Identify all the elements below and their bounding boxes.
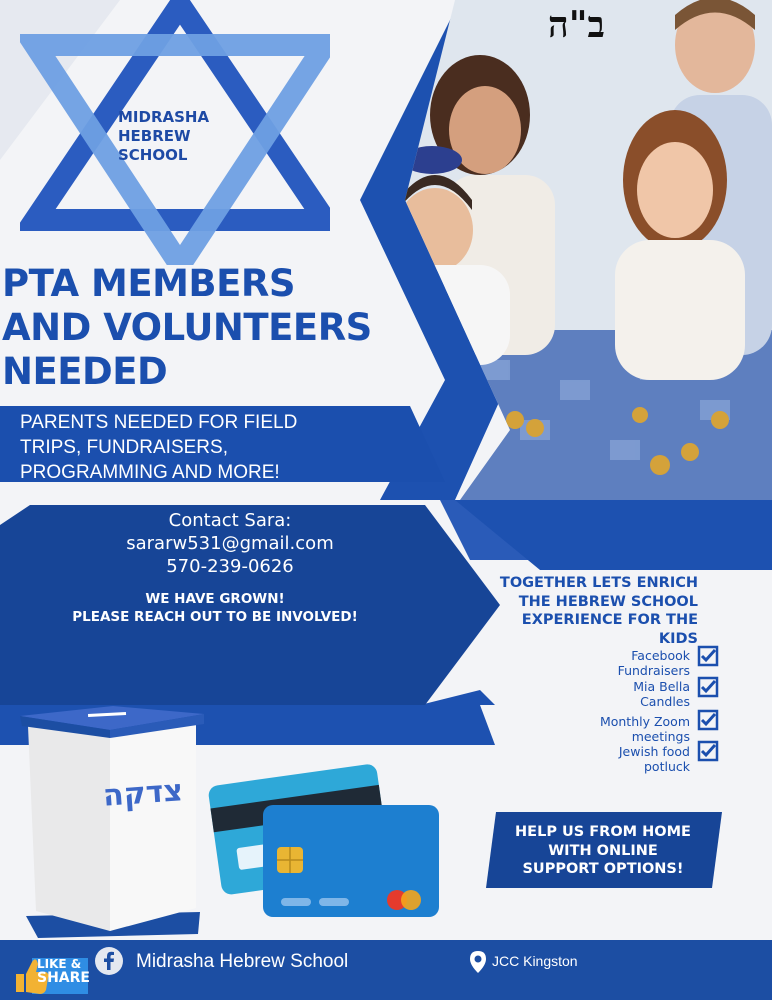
checkbox-icon bbox=[697, 645, 719, 667]
logo-line-2: HEBREW bbox=[118, 127, 191, 145]
parents-needed-text bbox=[20, 410, 410, 485]
checkbox-icon bbox=[697, 676, 719, 698]
location-text: JCC Kingston bbox=[492, 953, 578, 969]
checklist-item-line-1: Mia Bella bbox=[633, 679, 690, 694]
contact-phone[interactable]: 570-239-0626 bbox=[166, 556, 294, 577]
checkbox-icon bbox=[697, 709, 719, 731]
credit-cards-icon bbox=[205, 755, 445, 925]
checklist-item bbox=[560, 679, 690, 709]
grown-line-2: PLEASE REACH OUT TO BE INVOLVED! bbox=[72, 609, 358, 625]
checklist-item-line-2: potluck bbox=[644, 759, 690, 774]
facebook-icon[interactable] bbox=[94, 946, 124, 976]
tzedakah-box bbox=[18, 706, 208, 946]
headline-line-3: NEEDED bbox=[2, 350, 168, 393]
we-have-grown-text bbox=[40, 590, 390, 626]
parents-line-1: PARENTS NEEDED FOR FIELD bbox=[20, 412, 298, 433]
checklist-item-line-1: Monthly Zoom bbox=[599, 714, 690, 729]
together-line-1: TOGETHER LETS ENRICH bbox=[499, 575, 698, 591]
main-headline bbox=[2, 262, 412, 394]
checklist-item-line-1: Jewish food bbox=[618, 744, 690, 759]
together-line-4: KIDS bbox=[658, 630, 698, 647]
grown-line-1: WE HAVE GROWN! bbox=[145, 591, 285, 607]
logo-line-1: MIDRASHA bbox=[118, 108, 210, 126]
bh-hebrew-mark: ב"ה bbox=[548, 4, 605, 46]
parents-line-3: PROGRAMMING AND MORE! bbox=[20, 462, 280, 483]
help-line-1: HELP US FROM HOME bbox=[515, 824, 691, 840]
checklist-item-line-2: Fundraisers bbox=[617, 663, 690, 678]
logo-line-3: SCHOOL bbox=[118, 146, 188, 164]
headline-line-1: PTA MEMBERS bbox=[2, 262, 296, 305]
together-line-2: THE HEBREW SCHOOL bbox=[518, 593, 698, 610]
location-pin-icon bbox=[468, 950, 488, 974]
together-heading bbox=[480, 574, 698, 648]
like-text: LIKE & bbox=[37, 957, 82, 971]
help-line-3: SUPPORT OPTIONS! bbox=[522, 861, 684, 877]
headline-line-2: AND VOLUNTEERS bbox=[2, 306, 372, 349]
like-share-text bbox=[37, 957, 90, 985]
facebook-page-name[interactable]: Midrasha Hebrew School bbox=[136, 951, 349, 972]
checklist-item bbox=[560, 648, 690, 678]
checklist-item bbox=[560, 744, 690, 774]
help-line-2: WITH ONLINE bbox=[548, 842, 658, 859]
contact-email[interactable]: sararw531@gmail.com bbox=[126, 533, 334, 554]
checklist-item-line-2: meetings bbox=[631, 729, 690, 744]
parents-line-2: TRIPS, FUNDRAISERS, bbox=[20, 437, 228, 458]
checkbox-icon bbox=[697, 740, 719, 762]
share-text: SHARE bbox=[37, 970, 90, 986]
contact-info bbox=[100, 509, 360, 578]
checklist-item-line-2: Candles bbox=[640, 694, 690, 709]
help-from-home-text bbox=[508, 823, 698, 879]
checklist-item-line-1: Facebook bbox=[631, 648, 690, 663]
school-logo-text bbox=[118, 108, 238, 165]
contact-label: Contact Sara: bbox=[168, 510, 292, 531]
tzedakah-label: צדקה bbox=[101, 773, 185, 814]
checklist-item bbox=[560, 714, 690, 744]
together-line-3: EXPERIENCE FOR THE bbox=[521, 612, 698, 628]
